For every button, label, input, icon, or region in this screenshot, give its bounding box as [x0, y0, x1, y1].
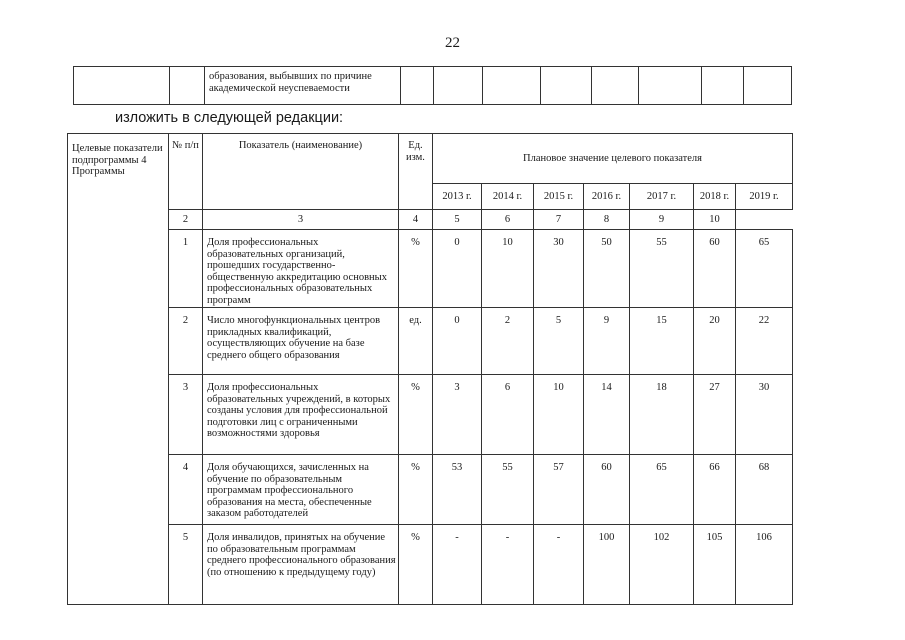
row-number: 3 [169, 375, 203, 455]
fragment-indicator-text: образования, выбывших по причине академической неуспеваемости [205, 67, 401, 105]
indicator-value: 65 [736, 230, 793, 308]
table-row [68, 525, 793, 605]
indicator-name: Доля обучающихся, зачисленных на обучение по образовательным программам профессионального образования на места, обеспеченные заказом работодателей [203, 455, 399, 525]
indicator-value: 9 [584, 308, 630, 375]
indicator-unit: ед. [399, 308, 433, 375]
indicator-value: 2 [482, 308, 534, 375]
indicator-value: 27 [694, 375, 736, 455]
indicator-value: - [482, 525, 534, 605]
column-number: 8 [584, 210, 630, 230]
indicator-value: 22 [736, 308, 793, 375]
column-number: 3 [203, 210, 399, 230]
row-number: 5 [169, 525, 203, 605]
indicator-value: 3 [433, 375, 482, 455]
column-number: 4 [399, 210, 433, 230]
indicator-value: 5 [534, 308, 584, 375]
indicator-value: 102 [630, 525, 694, 605]
header-plan: Плановое значение целевого показателя [433, 134, 793, 184]
row-number: 2 [169, 308, 203, 375]
indicator-value: 15 [630, 308, 694, 375]
indicator-value: 68 [736, 455, 793, 525]
indicators-table [67, 133, 793, 605]
indicator-value: 60 [694, 230, 736, 308]
table-row [68, 308, 793, 375]
indicator-name: Доля инвалидов, принятых на обучение по образовательным программам среднего профессионального образования (по отношению к предыдущему году) [203, 525, 399, 605]
previous-table-fragment [73, 66, 792, 105]
column-number: 9 [630, 210, 694, 230]
indicator-name: Число многофункциональных центров прикладных квалификаций, осуществляющих обучение на базе среднего общего образования [203, 308, 399, 375]
page-number: 22 [445, 35, 460, 51]
indicator-value: 65 [630, 455, 694, 525]
row-number: 1 [169, 230, 203, 308]
header-year: 2017 г. [630, 184, 694, 210]
indicator-value: 100 [584, 525, 630, 605]
table-row [68, 230, 793, 308]
indicator-value: 30 [534, 230, 584, 308]
column-number: 2 [169, 210, 203, 230]
header-year: 2016 г. [584, 184, 630, 210]
header-name: Показатель (наименование) [203, 134, 399, 210]
header-number: № п/п [169, 134, 203, 210]
table-row [68, 455, 793, 525]
indicator-value: 106 [736, 525, 793, 605]
indicator-value: 66 [694, 455, 736, 525]
header-year: 2013 г. [433, 184, 482, 210]
indicator-value: 0 [433, 308, 482, 375]
column-number: 10 [694, 210, 736, 230]
indicator-value: 60 [584, 455, 630, 525]
indicator-name: Доля профессиональных образовательных организаций, прошедших государственно-общественную аккредитацию основных профессиональных образовательных программ [203, 230, 399, 308]
indicator-value: 18 [630, 375, 694, 455]
indicator-unit: % [399, 455, 433, 525]
indicator-name: Доля профессиональных образовательных учреждений, в которых созданы условия для профессиональной подготовки лиц с ограниченными возможностями здоровья [203, 375, 399, 455]
indicator-value: 53 [433, 455, 482, 525]
row-number: 4 [169, 455, 203, 525]
indicator-unit: % [399, 525, 433, 605]
section-heading: изложить в следующей редакции: [115, 110, 344, 126]
indicator-value: 0 [433, 230, 482, 308]
indicator-value: - [433, 525, 482, 605]
indicator-value: 10 [534, 375, 584, 455]
indicator-value: 55 [482, 455, 534, 525]
header-year: 2014 г. [482, 184, 534, 210]
goal-label: Целевые показатели подпрограммы 4 Программы [68, 134, 169, 605]
indicator-value: - [534, 525, 584, 605]
header-year: 2015 г. [534, 184, 584, 210]
indicator-value: 30 [736, 375, 793, 455]
indicator-value: 55 [630, 230, 694, 308]
column-number: 5 [433, 210, 482, 230]
header-unit: Ед. изм. [399, 134, 433, 210]
header-year: 2019 г. [736, 184, 793, 210]
indicator-unit: % [399, 375, 433, 455]
indicator-value: 105 [694, 525, 736, 605]
indicator-value: 14 [584, 375, 630, 455]
indicator-value: 10 [482, 230, 534, 308]
indicator-value: 50 [584, 230, 630, 308]
indicator-value: 6 [482, 375, 534, 455]
indicator-value: 57 [534, 455, 584, 525]
column-number: 6 [482, 210, 534, 230]
indicator-unit: % [399, 230, 433, 308]
header-year: 2018 г. [694, 184, 736, 210]
column-number: 7 [534, 210, 584, 230]
indicator-value: 20 [694, 308, 736, 375]
table-row [68, 375, 793, 455]
